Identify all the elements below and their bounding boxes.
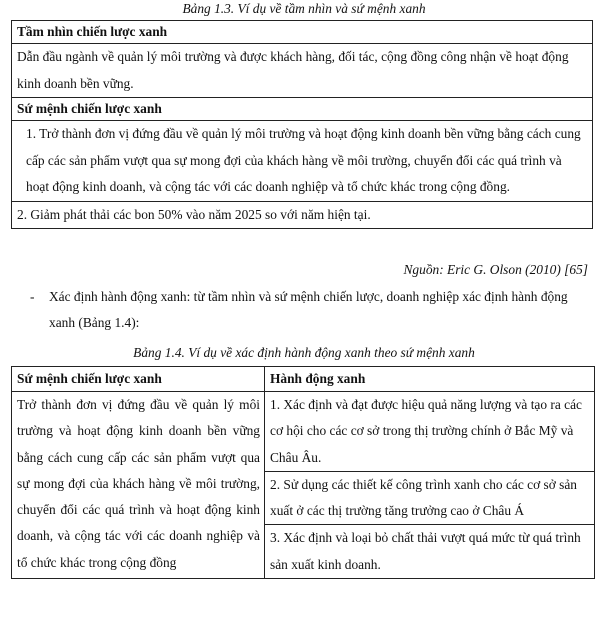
source-citation: Nguồn: Eric G. Olson (2010) [65] xyxy=(403,262,588,277)
table-header-row xyxy=(12,367,595,392)
bullet-text: Xác định hành động xanh: từ tầm nhìn và sứ mệnh chiến lược, doanh nghiệp xác định hành động xanh (Bảng 1.4): xyxy=(49,289,568,330)
table-1-3-caption: Bảng 1.3. Ví dụ về tầm nhìn và sứ mệnh xanh xyxy=(182,1,426,16)
actions-cell xyxy=(265,392,595,579)
table-row xyxy=(12,44,593,98)
vision-mission-table xyxy=(11,20,593,229)
action-item-3: 3. Xác định và loại bỏ chất thải vượt quá mức từ quá trình sản xuất kinh doanh. xyxy=(270,530,581,572)
vision-text: Dẫn đầu ngành về quản lý môi trường và được khách hàng, đối tác, cộng đồng công nhận về hoạt động kinh doanh bền vững. xyxy=(12,44,593,98)
table-row xyxy=(12,98,593,121)
mission-header: Sứ mệnh chiến lược xanh xyxy=(12,98,593,121)
mission-column-header: Sứ mệnh chiến lược xanh xyxy=(12,367,265,392)
table-row xyxy=(12,121,593,202)
action-column-header: Hành động xanh xyxy=(265,367,595,392)
green-actions-table xyxy=(11,366,595,579)
table-row xyxy=(12,201,593,229)
table-row xyxy=(12,21,593,44)
table-1-4-caption: Bảng 1.4. Ví dụ về xác định hành động xanh theo sứ mệnh xanh xyxy=(133,345,475,360)
action-item-1: 1. Xác định và đạt được hiệu quả năng lượng và tạo ra các cơ hội cho các cơ sở trong thị trường chính ở Bắc Mỹ và Châu Âu. xyxy=(265,392,594,472)
vision-header: Tầm nhìn chiến lược xanh xyxy=(12,21,593,44)
bullet-paragraph xyxy=(30,284,590,336)
mission-cell: Trở thành đơn vị đứng đầu về quản lý môi trường và hoạt động kinh doanh bền vững bằng cách cung cấp các sản phẩm vượt qua sự mong đợi của khách hàng về môi trường, chuyển đổi các quá trình và hoạt động kinh doanh, và cộng tác với các doanh nghiệp và tổ chức khác trong cộng đồng xyxy=(12,392,265,579)
mission-item-1: 1. Trở thành đơn vị đứng đầu về quản lý môi trường và hoạt động kinh doanh bền vững bằng cách cung cấp các sản phẩm vượt qua sự mong đợi của khách hàng về môi trường, chuyển đổi các quá trình và hoạt động kinh doanh, và cộng tác với các doanh nghiệp và tổ chức khác trong cộng đồng. xyxy=(12,121,593,202)
table-row xyxy=(12,392,595,579)
bullet-dash: - xyxy=(30,289,35,304)
action-item-2: 2. Sử dụng các thiết kế công trình xanh cho các cơ sở sản xuất ở các thị trường tăng trưởng cao ở Châu Á xyxy=(265,472,594,526)
mission-item-2: 2. Giảm phát thải các bon 50% vào năm 2025 so với năm hiện tại. xyxy=(12,201,593,229)
